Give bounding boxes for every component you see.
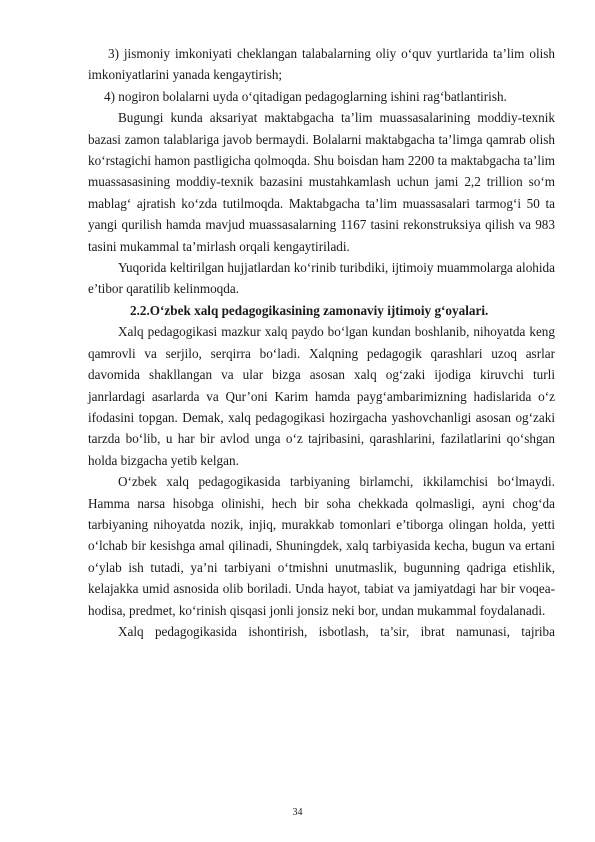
paragraph: Xalq pedagogikasida ishontirish, isbotlash, ta’sir, ibrat namunasi, tajriba <box>118 623 555 639</box>
paragraph: O‘zbek xalq pedagogikasida tarbiyaning birlamchi, ikkilamchisi bo‘lmaydi. Hamma narsa hisobga olinishi, hech bir soha chekkada qolmasligi, ayni chog‘da tarbiyaning nihoyatda nozik, injiq, murakkab tomonlari e’tiborga olingan holda, yetti o‘lchab bir kesishga amal qilinadi, Shuningdek, xalq tarbiyasida kecha, bugun va ertani o‘ylab ish tutadi, ya’ni tarbiyani o‘tmishni unutmaslik, bugunning qadriga etishlik, kelajakka umid asnosida olib boriladi. Unda hayot, tabiat va jamiyatdagi har bir voqea-hodisa, predmet, ko‘rinish qisqasi jonli jonsiz neki bor, undan mukammal foydalanadi. <box>88 474 555 618</box>
paragraph: Bugungi kunda aksariyat maktabgacha ta’lim muassasalarining moddiy-texnik bazasi zamon talablariga javob bermaydi. Bolalarni maktabgacha ta’limga qamrab olish ko‘rstagichi hamon pastligicha qolmoqda. Shu boisdan ham 2200 ta maktabgacha ta’lim muassasasining moddiy-texnik bazasini mustahkamlash uchun jami 2,2 trillion so‘m mablag‘ ajratish ko‘zda tutilmoqda. Maktabgacha ta’lim muassasalari tarmog‘i 50 ta yangi qurilish hamda mavjud muassasalarning 1167 tasini rekonstruksiya qilish va 983 tasini mukammal ta’mirlash orqali kengaytiriladi. <box>88 110 555 254</box>
paragraph: Xalq pedagogikasi mazkur xalq paydo bo‘lgan kundan boshlanib, nihoyatda keng qamrovli va serjilo, serqirra bo‘ladi. Xalqning pedagogik qarashlari uzoq asrlar davomida shakllangan va ular bizga asosan xalq og‘zaki ijodiga kiruvchi turli janrlardagi asarlarda va Qur’oni Karim hamda payg‘ambarimizning hadislarida o‘z ifodasini topgan. Demak, xalq pedagogikasi hozirgacha yashovchanligi asosan og‘zaki tarzda bo‘lib, u har bir avlod unga o‘z tajribasini, qarashlarini, fazilatlarini qo‘shgan holda bizgacha yetib kelgan. <box>88 324 555 468</box>
page-body <box>88 43 555 642</box>
list-item-3: 3) jismoniy imkoniyati cheklangan talabalarning oliy o‘quv yurtlarida ta’lim olish imkoniyatlarini yanada kengaytirish; <box>88 46 555 83</box>
paragraph: Yuqorida keltirilgan hujjatlardan ko‘rinib turibdiki, ijtimoiy muammolarga alohida e’tibor qaratilib kelinmoqda. <box>88 260 555 297</box>
page-number: 34 <box>292 807 303 818</box>
section-heading: 2.2.O‘zbek xalq pedagogikasining zamonaviy ijtimoiy g‘oyalari. <box>130 302 489 318</box>
list-item-4: 4) nogiron bolalarni uyda o‘qitadigan pedagoglarning ishini rag‘batlantirish. <box>104 88 507 104</box>
